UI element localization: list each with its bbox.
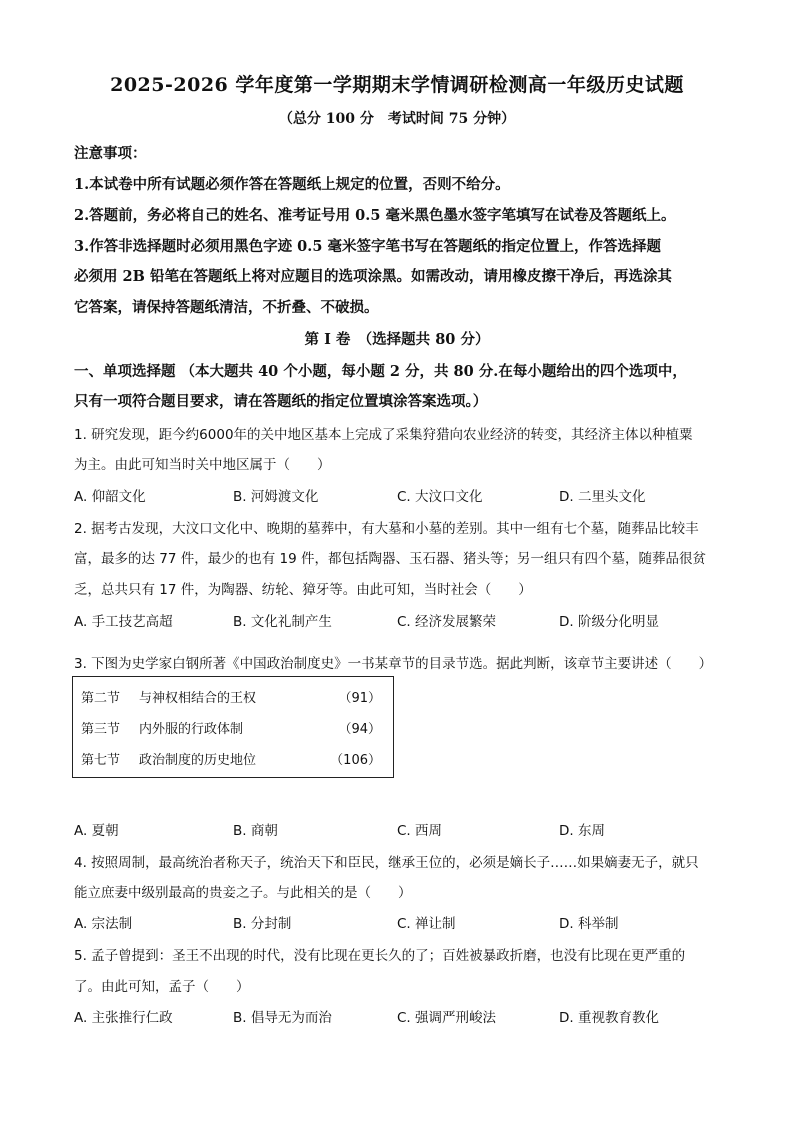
toc-section: 第三节 (81, 722, 121, 737)
question-1-option-b[interactable]: B. 河姆渡文化 (233, 489, 319, 505)
toc-page-number: （94） (338, 722, 381, 737)
question-4-option-a[interactable]: A. 宗法制 (74, 916, 133, 932)
toc-page-number: （91） (338, 691, 381, 706)
toc-section: 第七节 (81, 753, 121, 768)
table-of-contents-excerpt (72, 676, 394, 778)
toc-chapter-name: 政治制度的历史地位 (139, 753, 257, 768)
toc-section: 第二节 (81, 691, 121, 706)
notice-heading: 注意事项： (74, 145, 147, 162)
exam-subtitle: （总分 100 分 考试时间 75 分钟） (278, 111, 516, 127)
exam-title: 2025-2026 学年度第一学期期末学情调研检测高一年级历史试题 (110, 74, 684, 96)
question-1-stem: 为主。由此可知当时关中地区属于（ ） (74, 457, 331, 473)
question-3-option-d[interactable]: D. 东周 (559, 823, 605, 839)
section-heading: 只有一项符合题目要求，请在答题纸的指定位置填涂答案选项。） (74, 393, 488, 410)
question-2-option-b[interactable]: B. 文化礼制产生 (233, 614, 332, 630)
question-5-stem: 了。由此可知，孟子（ ） (74, 979, 250, 995)
question-5-option-d[interactable]: D. 重视教育教化 (559, 1010, 659, 1026)
question-2-option-a[interactable]: A. 手工技艺高超 (74, 614, 173, 630)
toc-page-number: （106） (330, 753, 381, 768)
question-3-option-c[interactable]: C. 西周 (397, 823, 443, 839)
question-3-option-a[interactable]: A. 夏朝 (74, 823, 119, 839)
question-4-stem: 能立庶妻中级别最高的贵妾之子。与此相关的是（ ） (74, 885, 412, 901)
question-5-option-c[interactable]: C. 强调严刑峻法 (397, 1010, 497, 1026)
question-2-stem: 2. 据考古发现，大汶口文化中、晚期的墓葬中，有大墓和小墓的差别。其中一组有七个墓，随葬品比较丰 (74, 521, 699, 537)
question-4-option-d[interactable]: D. 科举制 (559, 916, 619, 932)
toc-chapter-name: 与神权相结合的王权 (139, 691, 257, 706)
notice-item: 它答案，请保持答题纸清洁，不折叠、不破损。 (74, 299, 379, 316)
question-2-stem: 乏，总共只有 17 件，为陶器、纺轮、獐牙等。由此可知，当时社会（ ） (74, 582, 532, 598)
question-2-option-c[interactable]: C. 经济发展繁荣 (397, 614, 497, 630)
question-2-option-d[interactable]: D. 阶级分化明显 (559, 614, 659, 630)
toc-chapter-name: 内外服的行政体制 (139, 722, 244, 737)
question-4-option-b[interactable]: B. 分封制 (233, 916, 292, 932)
question-1-option-c[interactable]: C. 大汶口文化 (397, 489, 483, 505)
question-4-stem: 4. 按照周制，最高统治者称天子，统治天下和臣民，继承王位的，必须是嫡长子……如果嫡妻无子，就只 (74, 855, 699, 871)
question-4-option-c[interactable]: C. 禅让制 (397, 916, 456, 932)
notice-item: 必须用 2B 铅笔在答题纸上将对应题目的选项涂黑。如需改动，请用橡皮擦干净后，再选涂其 (74, 268, 672, 285)
part-heading: 第 I 卷 （选择题共 80 分） (304, 331, 490, 348)
notice-item: 3.作答非选择题时必须用黑色字迹 0.5 毫米签字笔书写在答题纸的指定位置上，作答选择题 (74, 238, 661, 255)
question-5-stem: 5. 孟子曾提到：圣王不出现的时代，没有比现在更长久的了；百姓被暴政折磨，也没有比现在更严重的 (74, 948, 686, 964)
question-5-option-b[interactable]: B. 倡导无为而治 (233, 1010, 332, 1026)
question-1-stem: 1. 研究发现，距今约6000年的关中地区基本上完成了采集狩猎向农业经济的转变，其经济主体以种植粟 (74, 427, 693, 443)
question-3-stem: 3. 下图为史学家白钢所著《中国政治制度史》一书某章节的目录节选。据此判断，该章节主要讲述（ ） (74, 656, 713, 672)
question-1-option-d[interactable]: D. 二里头文化 (559, 489, 646, 505)
notice-item: 2.答题前，务必将自己的姓名、准考证号用 0.5 毫米黑色墨水签字笔填写在试卷及答题纸上。 (74, 207, 676, 224)
question-1-option-a[interactable]: A. 仰韶文化 (74, 489, 146, 505)
section-heading: 一、单项选择题 （本大题共 40 个小题，每小题 2 分，共 80 分.在每小题给出的四个选项中， (74, 363, 687, 380)
question-3-option-b[interactable]: B. 商朝 (233, 823, 278, 839)
question-5-option-a[interactable]: A. 主张推行仁政 (74, 1010, 173, 1026)
notice-item: 1.本试卷中所有试题必须作答在答题纸上规定的位置，否则不给分。 (74, 176, 510, 193)
question-2-stem: 富，最多的达 77 件，最少的也有 19 件，都包括陶器、玉石器、猪头等；另一组只有四个墓，随葬品很贫 (74, 551, 707, 567)
